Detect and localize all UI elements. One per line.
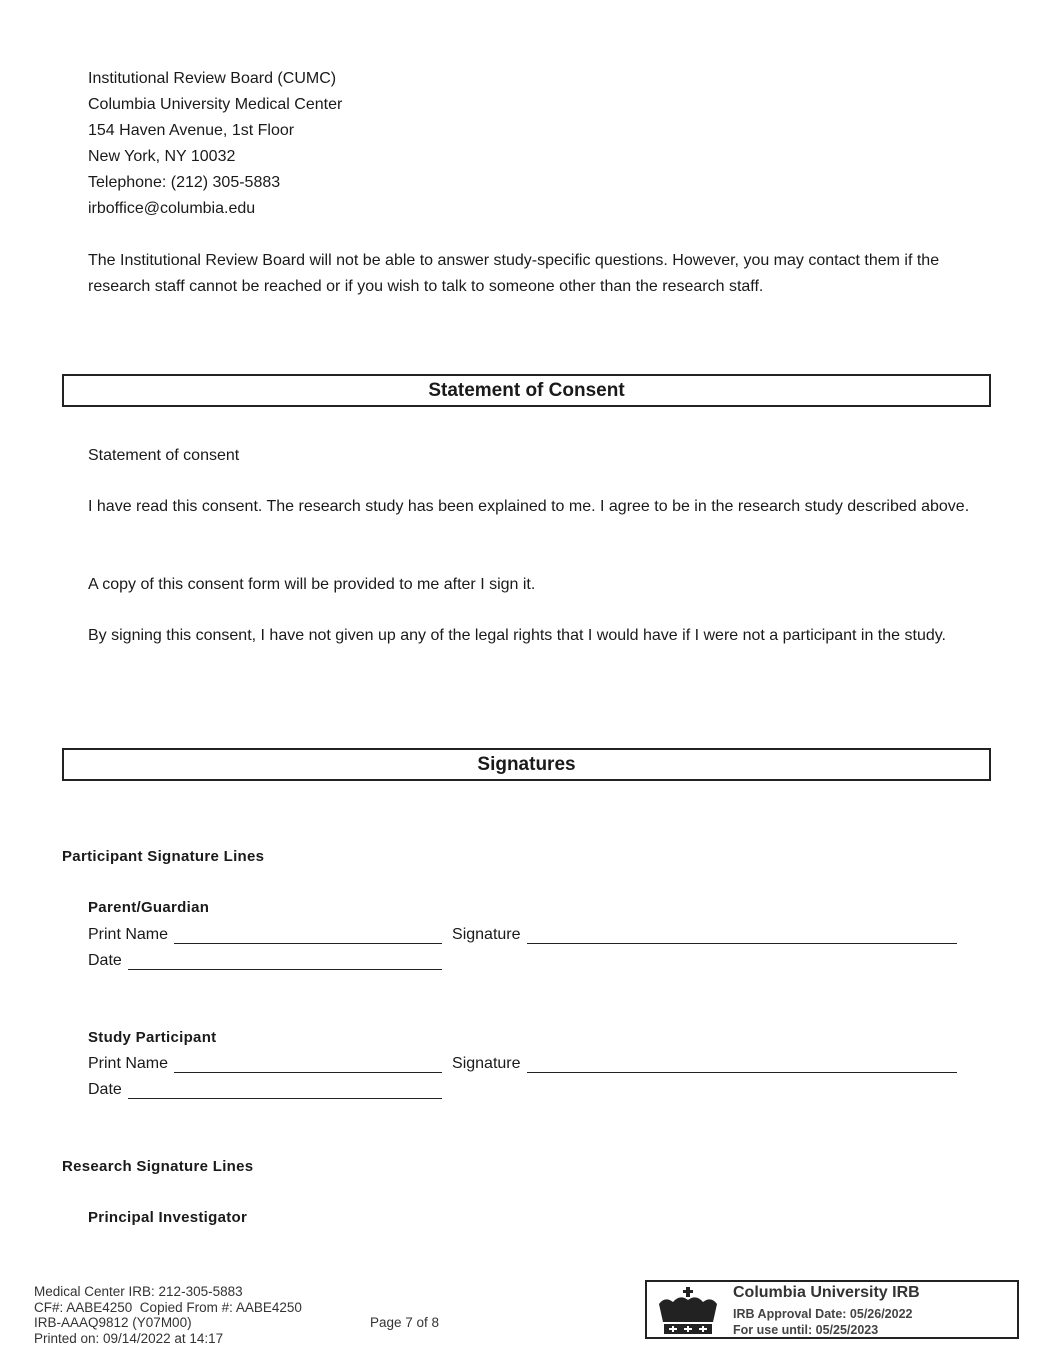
participant-print-name-line[interactable]	[174, 1054, 442, 1073]
research-signature-lines-heading: Research Signature Lines	[62, 1158, 254, 1175]
print-name-label: Print Name	[88, 926, 169, 943]
signatures-heading: Signatures	[62, 748, 991, 781]
participant-signature-line[interactable]	[527, 1054, 957, 1073]
signature-label: Signature	[452, 1055, 521, 1072]
print-name-label: Print Name	[88, 1055, 169, 1072]
guardian-signature-line[interactable]	[527, 925, 957, 944]
crown-icon	[655, 1286, 721, 1336]
contact-line: Institutional Review Board (CUMC)	[88, 70, 337, 87]
participant-date-row	[88, 1077, 442, 1099]
footer-line: Medical Center IRB: 212-305-5883	[34, 1284, 243, 1299]
guardian-print-name-line[interactable]	[174, 925, 442, 944]
guardian-date-line[interactable]	[128, 951, 442, 970]
statement-of-consent-heading: Statement of Consent	[62, 374, 991, 407]
parent-guardian-label: Parent/Guardian	[88, 899, 210, 916]
stamp-title: Columbia University IRB	[733, 1284, 920, 1301]
signature-label: Signature	[452, 926, 521, 943]
irb-approval-stamp	[645, 1280, 1019, 1339]
date-label: Date	[88, 1081, 122, 1098]
footer-metadata	[34, 1284, 302, 1346]
footer-line: IRB-AAAQ9812 (Y07M00)	[34, 1315, 192, 1330]
principal-investigator-label: Principal Investigator	[88, 1209, 248, 1226]
contact-line: New York, NY 10032	[88, 148, 236, 165]
stamp-approval-date: IRB Approval Date: 05/26/2022	[733, 1307, 913, 1321]
consent-paragraph: A copy of this consent form will be provided to me after I sign it.	[88, 576, 536, 593]
contact-line: Columbia University Medical Center	[88, 96, 343, 113]
participant-name-signature-row	[88, 1051, 957, 1073]
page-number: Page 7 of 8	[370, 1315, 440, 1330]
contact-phone: Telephone: (212) 305-5883	[88, 174, 281, 191]
consent-paragraph: By signing this consent, I have not given up any of the legal rights that I would have if I were not a participant in the study.	[88, 627, 946, 644]
footer-line: CF#: AABE4250 Copied From #: AABE4250	[34, 1299, 302, 1315]
footer-line: Printed on: 09/14/2022 at 14:17	[34, 1330, 224, 1346]
stamp-use-until: For use until: 05/25/2023	[733, 1323, 879, 1337]
consent-paragraph: I have read this consent. The research study has been explained to me. I agree to be in the research study described above.	[88, 498, 970, 515]
contact-email: irboffice@columbia.edu	[88, 200, 256, 217]
study-participant-label: Study Participant	[88, 1029, 217, 1046]
consent-paragraph: Statement of consent	[88, 447, 240, 464]
participant-signature-lines-heading: Participant Signature Lines	[62, 848, 265, 865]
participant-date-line[interactable]	[128, 1080, 442, 1099]
guardian-name-signature-row	[88, 922, 957, 944]
irb-contact-block	[88, 66, 342, 222]
contact-line: 154 Haven Avenue, 1st Floor	[88, 122, 295, 139]
date-label: Date	[88, 952, 122, 969]
irb-note-paragraph: The Institutional Review Board will not be able to answer study-specific questions. However, you may contact them if the research staff cannot be reached or if you wish to talk to someone other than the research staff.	[88, 252, 940, 295]
guardian-date-row	[88, 948, 442, 970]
